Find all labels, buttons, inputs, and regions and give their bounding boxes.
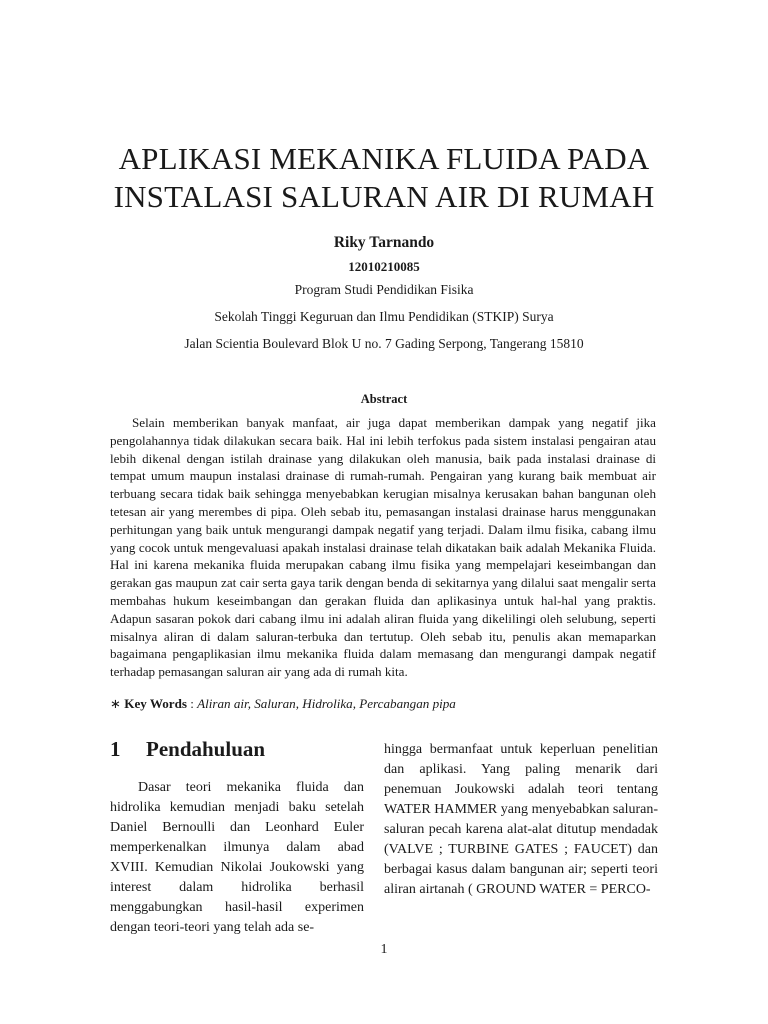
affiliation-program: Program Studi Pendidikan Fisika [294, 282, 474, 297]
keywords-values: Aliran air, Saluran, Hidrolika, Percabangan pipa [197, 696, 456, 711]
section-paragraph-left: Dasar teori mekanika fluida dan hidrolika kemudian menjadi baku setelah Daniel Bernoulli dan Leonhard Euler memperkenalkan ilmunya dalam abad XVIII. Kemudian Nikolai Joukowski yang interest dalam hidrolika berhasil menggabungkan hasil-hasil experimen dengan teori-teori yang telah ada se- [110, 780, 364, 935]
paper-title [60, 140, 708, 216]
author-name: Riky Tarnando [333, 234, 435, 251]
keywords-line [110, 695, 656, 713]
right-column [384, 740, 658, 900]
left-column [110, 734, 364, 938]
keywords-separator: : [186, 696, 198, 711]
section-title: Pendahuluan [146, 737, 266, 761]
title-line-1: APLIKASI MEKANIKA FLUIDA PADA [118, 141, 650, 176]
affiliation-address: Jalan Scientia Boulevard Blok U no. 7 Gading Serpong, Tangerang 15810 [184, 336, 584, 351]
keywords-label: Key Words [124, 696, 187, 711]
section-number: 1 [110, 737, 121, 761]
title-line-2: INSTALASI SALURAN AIR DI RUMAH [113, 179, 655, 214]
keywords-marker: ∗ [110, 696, 121, 711]
abstract-text: Selain memberikan banyak manfaat, air juga dapat memberikan dampak yang negatif jika pengolahannya tidak dilakukan secara baik. Hal ini lebih terfokus pada sistem instalasi pengairan atau lebih dikenal dengan istilah drainase yang dilakukan oleh manusia, baik pada instalasi drainase di tempat umum maupun instalasi drainase di rumah-rumah. Pengairan yang kurang baik membuat air terbuang secara tidak baik sehingga menyebabkan kerugian misalnya kerusakan bahan bangunan oleh tetesan air yang merembes di pipa. Oleh sebab itu, pemasangan instalasi drainase harus menggunakan perhitungan yang baik untuk mengurangi dampak negatif yang terjadi. Dalam ilmu fisika, cabang ilmu yang cocok untuk mengevaluasi apakah instalasi drainase telah dikatakan baik adalah Mekanika Fluida. Hal ini karena mekanika fluida merupakan cabang ilmu fisika yang mempelajari keseimbangan dan gerakan gas maupun zat cair serta gaya tarik dengan benda di sekitarnya yang dilalui saat mengalir serta membahas hukum keseimbangan dan gerakan fluida dan aplikasinya untuk hal-hal yang praktis. Adapun sasaran pokok dari cabang ilmu ini adalah aliran fluida yang dikelilingi oleh selubung, seperti misalnya aliran di dalam saluran-terbuka dan tertutup. Oleh sebab itu, penulis akan memaparkan bagaimana pengaplikasian ilmu mekanika fluida dalam memasang dan mengurangi dampak negatif terhadap pemasangan saluran air yang ada di rumah kita. [110, 415, 656, 680]
page-number: 1 [380, 942, 388, 957]
student-id: 12010210085 [348, 259, 420, 274]
section-heading [110, 734, 364, 764]
abstract-heading: Abstract [360, 392, 408, 406]
section-paragraph-right: hingga bermanfaat untuk keperluan penelitian dan aplikasi. Yang paling menarik dari penemuan Joukowski adalah teori tentang WATER HAMMER yang menyebabkan saluran-saluran pecah karena alat-alat ditutup mendadak (VALVE ; TURBINE GATES ; FAUCET) dan berbagai kasus dalam bangunan air; seperti teori aliran airtanah ( GROUND WATER = PERCO- [384, 742, 658, 897]
affiliation-institution: Sekolah Tinggi Keguruan dan Ilmu Pendidikan (STKIP) Surya [214, 309, 554, 324]
author-block [60, 232, 708, 355]
